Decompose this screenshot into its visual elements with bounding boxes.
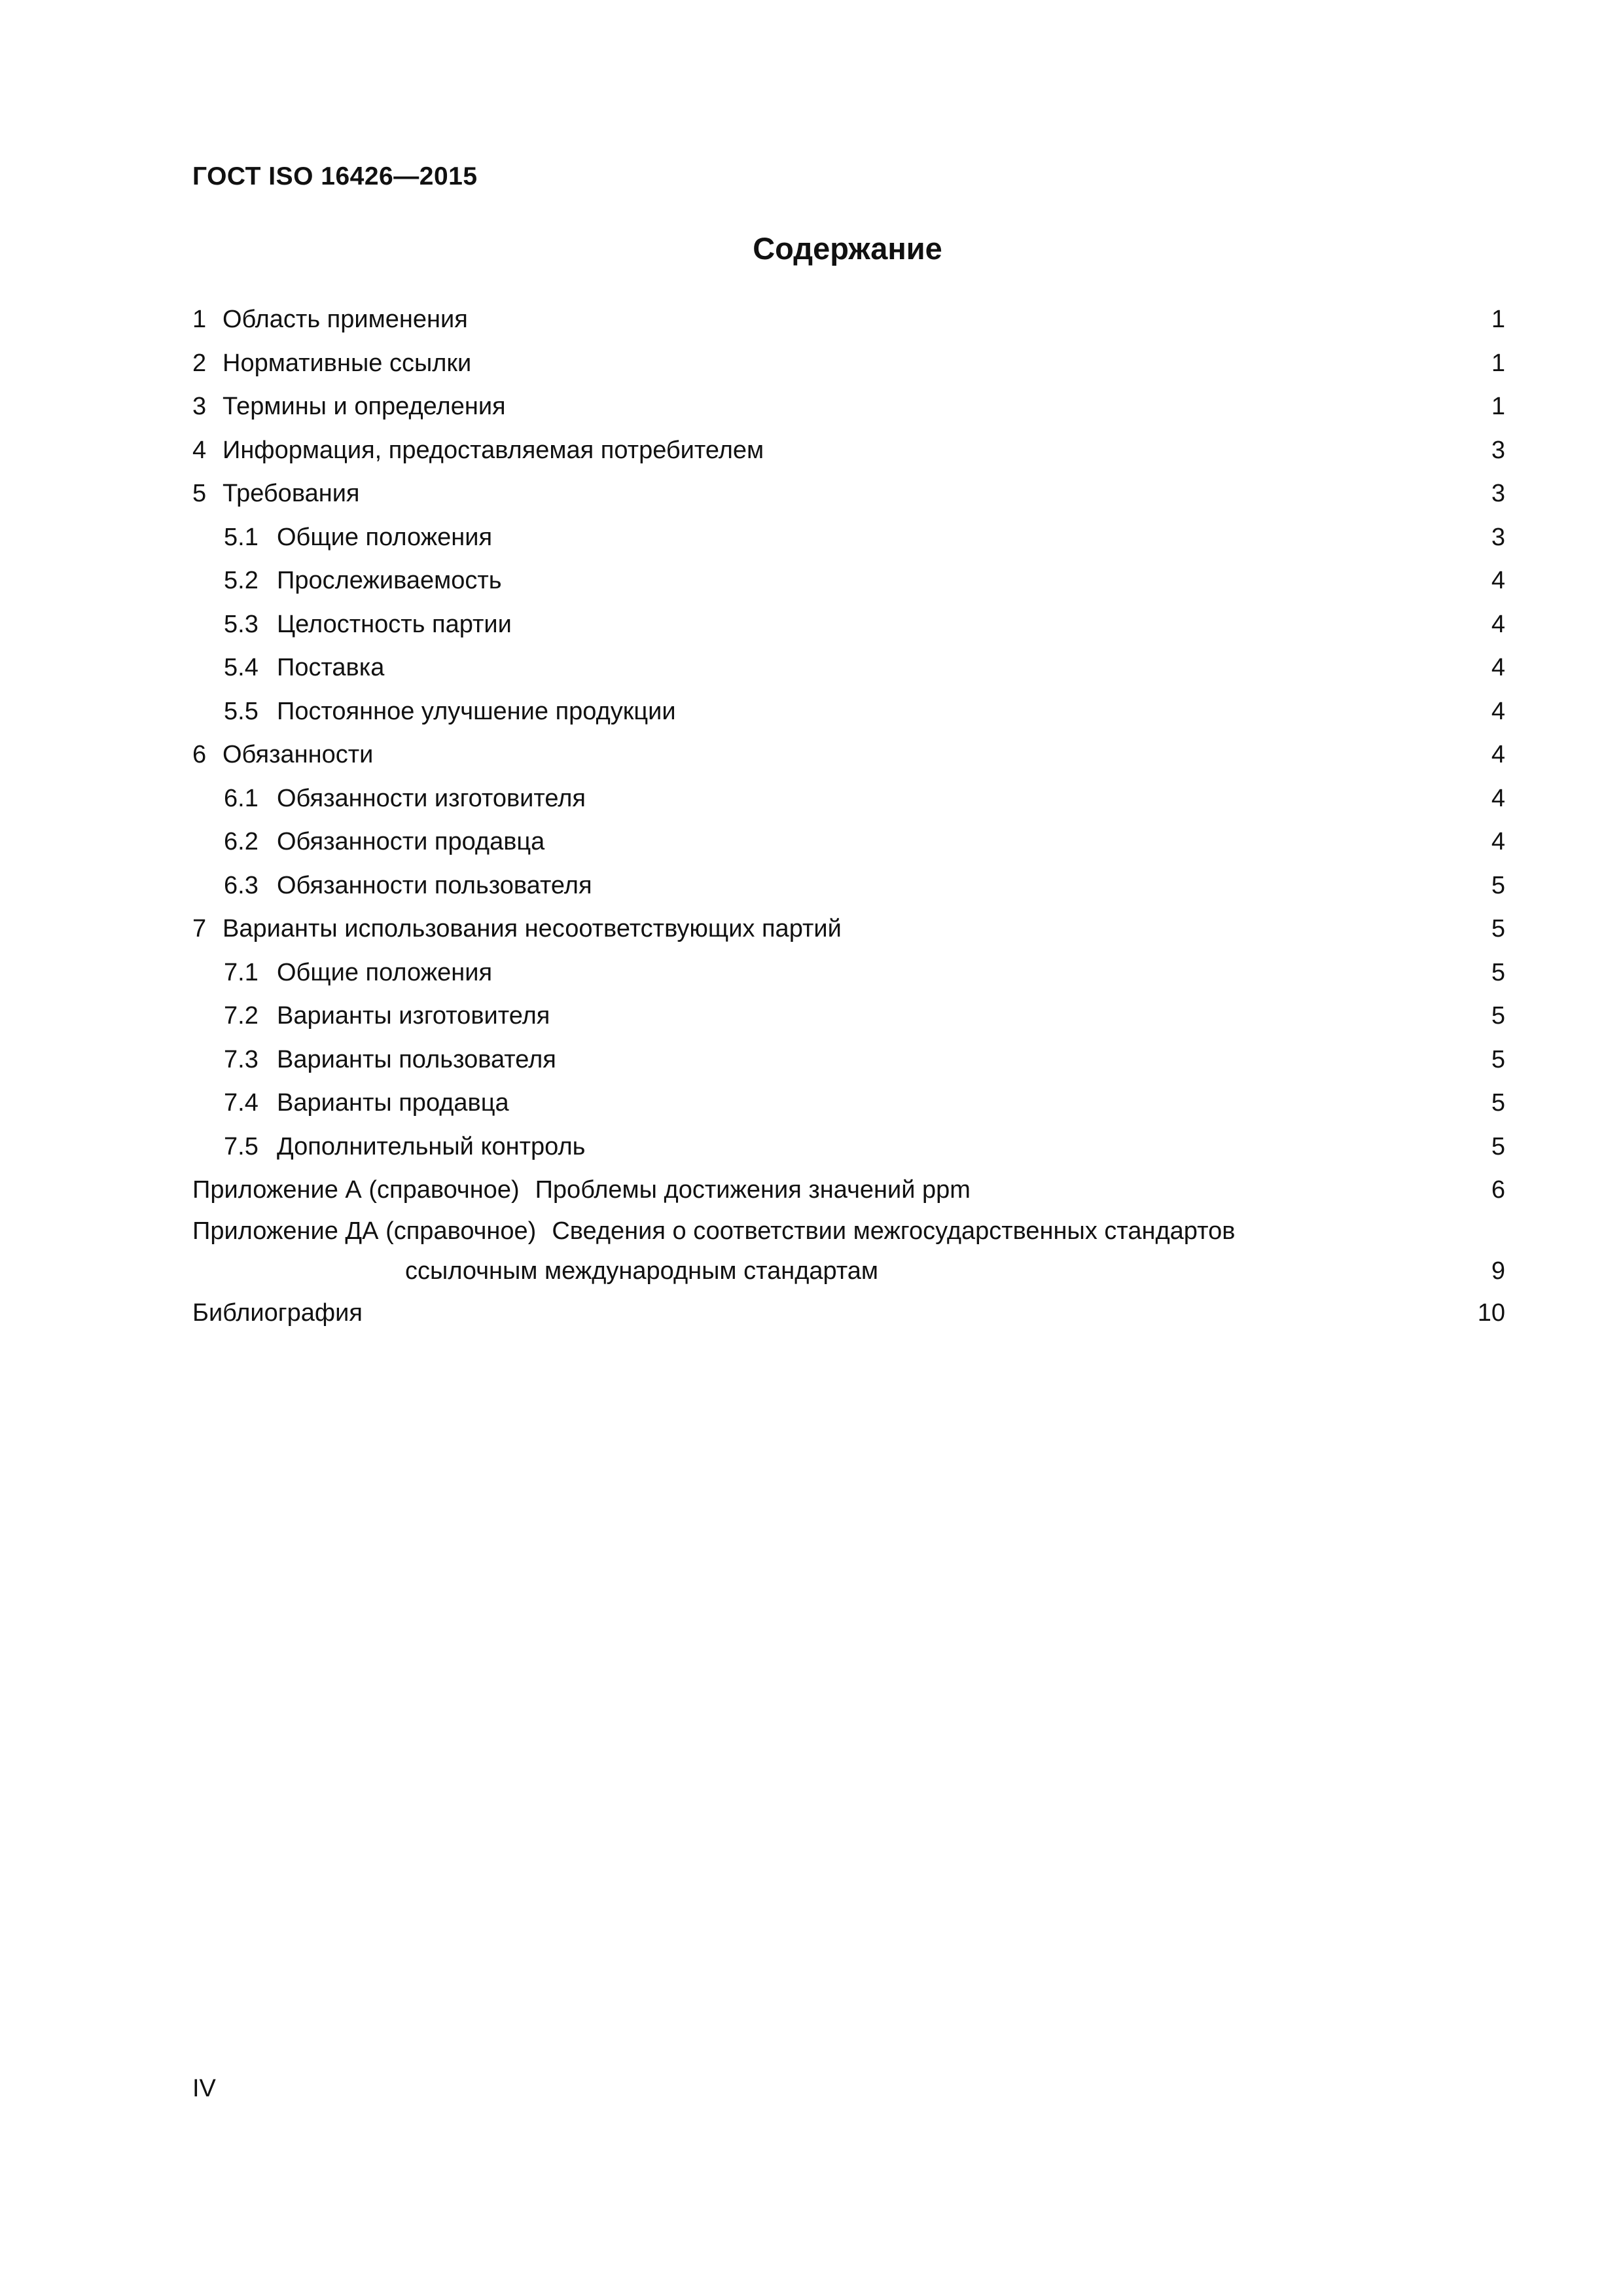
toc-entry-page: 9 [1491,1257,1505,1285]
toc-entry-page: 4 [1491,697,1505,725]
appendix-da-first-line [192,1212,1505,1251]
dot-leader [506,564,1486,588]
appendix-title-line2: ссылочным международным стандартам [405,1257,879,1285]
toc-entry-7-5[interactable] [192,1125,1505,1169]
toc-entry-page: 4 [1491,610,1505,638]
toc-entry-page: 5 [1491,915,1505,942]
toc-entry-label: Общие положения [277,523,493,551]
toc-entry-6-3[interactable] [192,864,1505,908]
dot-leader [554,999,1486,1024]
dot-leader [882,1254,1486,1279]
toc-entry-5-2[interactable] [192,559,1505,603]
toc-entry-page: 5 [1491,1132,1505,1160]
toc-entry-6-2[interactable] [192,820,1505,864]
dot-leader [596,869,1486,893]
toc-entry-page: 1 [1491,306,1505,333]
dot-leader [377,738,1486,762]
dot-leader [475,346,1486,371]
toc-entry-number: 6.1 [224,784,259,812]
toc-entry-label: Информация, предоставляемая потребителем [223,436,764,464]
toc-entry-number: 5.3 [224,610,259,638]
toc-entry-page: 4 [1491,784,1505,812]
toc-entry-number: 7.2 [224,1002,259,1030]
dot-leader [472,302,1486,327]
toc-entry-number: 6 [192,741,207,768]
dot-leader [388,651,1486,675]
toc-entry-label: Постоянное улучшение продукции [277,697,676,725]
toc-entry-5-4[interactable] [192,646,1505,690]
toc-entry-number: 7.5 [224,1132,259,1160]
toc-entry-page: 10 [1477,1299,1505,1327]
toc-entry-label: Поставка [277,654,385,681]
dot-leader [590,781,1486,806]
toc-entry-page: 1 [1491,349,1505,377]
dot-leader [496,520,1486,545]
toc-entry-6-1[interactable] [192,777,1505,821]
toc-entry-4[interactable] [192,429,1505,473]
toc-entry-number: 7.3 [224,1045,259,1073]
toc-entry-label: Обязанности изготовителя [277,784,586,812]
dot-leader [768,433,1486,458]
dot-leader [496,956,1486,980]
toc-entry-page: 5 [1491,1089,1505,1117]
toc-entry-page: 1 [1491,393,1505,420]
toc-entry-label: Общие положения [277,958,493,986]
dot-leader [516,607,1486,632]
toc-entry-page: 4 [1491,567,1505,594]
toc-entry-page: 5 [1491,871,1505,899]
dot-leader [680,694,1486,719]
toc-entry-page: 3 [1491,523,1505,551]
toc-entry-number: 4 [192,436,207,464]
toc-entry-label: Нормативные ссылки [223,349,472,377]
toc-entry-label: Варианты продавца [277,1089,509,1117]
toc-entry-appendix-a[interactable] [192,1168,1505,1212]
toc-entry-number: 6.2 [224,828,259,855]
toc-entry-label: Варианты изготовителя [277,1002,550,1030]
toc-entry-5[interactable] [192,472,1505,516]
toc-entry-number: 2 [192,349,207,377]
toc-entry-number: 5.4 [224,654,259,681]
toc-entry-appendix-da[interactable] [192,1212,1505,1291]
toc-entry-5-5[interactable] [192,690,1505,734]
toc-entry-page: 5 [1491,1045,1505,1073]
toc-entry-number: 3 [192,393,207,420]
toc-entry-bibliography[interactable] [192,1291,1505,1335]
toc-entry-label: Обязанности продавца [277,828,545,855]
toc-entry-page: 4 [1491,828,1505,855]
toc-entry-number: 1 [192,306,207,333]
toc-entry-number: 5 [192,480,207,507]
toc-entry-label: Требования [223,480,360,507]
appendix-title: Проблемы достижения значений ppm [535,1176,971,1204]
appendix-title-line1: Сведения о соответствии межгосударственных стандартов [552,1217,1236,1245]
document-code: ГОСТ ISO 16426—2015 [192,162,478,190]
toc-entry-7-1[interactable] [192,951,1505,995]
appendix-label: Приложение ДА (справочное) [192,1217,537,1245]
toc-entry-number: 7 [192,915,207,942]
toc-entry-7[interactable] [192,907,1505,951]
toc-entry-page: 5 [1491,958,1505,986]
toc-entry-label: Обязанности [223,741,374,768]
toc-entry-number: 7.4 [224,1089,259,1117]
toc-entry-label: Дополнительный контроль [277,1132,586,1160]
toc-entry-page: 6 [1491,1176,1505,1204]
toc-entry-page: 5 [1491,1002,1505,1030]
toc-entry-page: 3 [1491,480,1505,507]
toc-entry-label: Варианты пользователя [277,1045,556,1073]
dot-leader [846,912,1486,937]
toc-entry-3[interactable] [192,385,1505,429]
table-of-contents [192,298,1505,1335]
toc-entry-7-3[interactable] [192,1038,1505,1082]
toc-entry-6[interactable] [192,733,1505,777]
toc-entry-number: 5.5 [224,697,259,725]
dot-leader [510,389,1486,414]
dot-leader [974,1173,1486,1198]
appendix-label: Приложение А (справочное) [192,1176,520,1204]
toc-title: Содержание [753,231,942,266]
page-number: IV [192,2075,216,2102]
toc-entry-label: Варианты использования несоответствующих партий [223,915,842,942]
toc-entry-1[interactable] [192,298,1505,342]
toc-entry-label: Обязанности пользователя [277,871,592,899]
toc-entry-page: 3 [1491,436,1505,464]
dot-leader [589,1130,1486,1155]
toc-entry-5-3[interactable] [192,603,1505,647]
toc-entry-5-1[interactable] [192,516,1505,560]
dot-leader [364,476,1486,501]
appendix-da-second-line [192,1251,1505,1291]
dot-leader [366,1296,1474,1321]
toc-entry-page: 4 [1491,654,1505,681]
toc-entry-number: 7.1 [224,958,259,986]
toc-entry-label: Библиография [192,1299,363,1327]
toc-entry-label: Прослеживаемость [277,567,502,594]
toc-entry-page: 4 [1491,741,1505,768]
toc-entry-label: Термины и определения [223,393,506,420]
toc-entry-label: Область применения [223,306,468,333]
toc-entry-7-2[interactable] [192,994,1505,1038]
toc-entry-number: 5.2 [224,567,259,594]
dot-leader [513,1086,1486,1111]
dot-leader [548,825,1486,850]
dot-leader [560,1043,1486,1067]
toc-entry-2[interactable] [192,342,1505,386]
toc-entry-number: 6.3 [224,871,259,899]
toc-entry-7-4[interactable] [192,1081,1505,1125]
toc-entry-label: Целостность партии [277,610,512,638]
toc-entry-number: 5.1 [224,523,259,551]
